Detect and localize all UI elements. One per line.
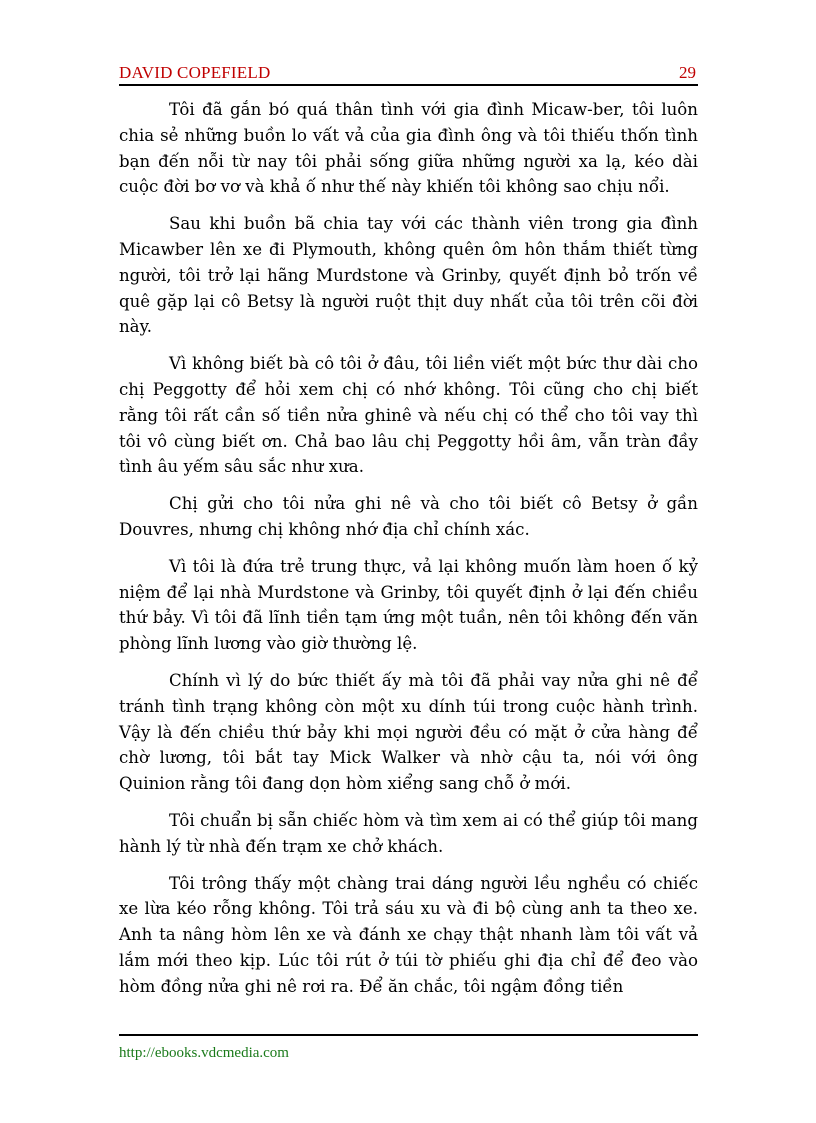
footer-link[interactable]: http://ebooks.vdcmedia.com [119,1045,289,1061]
running-header [119,62,698,86]
page-number: 29 [679,63,696,82]
paragraph: Vì tôi là đứa trẻ trung thực, vả lại không muốn làm hoen ố kỷ niệm để lại nhà Murdstone và Grinby, tôi quyết định ở lại đến chiều thứ bảy. Vì tôi đã lĩnh tiền tạm ứng một tuần, nên tôi không đến văn phòng lĩnh lương vào giờ thường lệ. [119,556,698,654]
paragraph: Tôi trông thấy một chàng trai dáng người lều nghều có chiếc xe lừa kéo rỗng không. Tôi trả sáu xu và đi bộ cùng anh ta theo xe. Anh ta nâng hòm lên xe và đánh xe chạy thật nhanh làm tôi vất vả lắm mới theo kịp. Lúc tôi rút ở túi tờ phiếu ghi địa chỉ để đeo vào hòm đồng nửa ghi nê rơi ra. Để ăn chắc, tôi ngậm đồng tiền [119,873,698,996]
paragraph: Vì không biết bà cô tôi ở đâu, tôi liền viết một bức thư dài cho chị Peggotty để hỏi xem chị có nhớ không. Tôi cũng cho chị biết rằng tôi rất cần số tiền nửa ghinê và nếu chị có thể cho tôi vay thì tôi vô cùng biết ơn. Chả bao lâu chị Peggotty hồi âm, vẫn tràn đầy tình âu yếm sâu sắc như xưa. [119,354,698,477]
book-title: DAVID COPEFIELD [119,63,271,82]
paragraph: Tôi chuẩn bị sẵn chiếc hòm và tìm xem ai có thể giúp tôi mang hành lý từ nhà đến trạm xe chở khách. [119,810,698,856]
paragraph: Chính vì lý do bức thiết ấy mà tôi đã phải vay nửa ghi nê để tránh tình trạng không còn một xu dính túi trong cuộc hành trình. Vậy là đến chiều thứ bảy khi mọi người đều có mặt ở cửa hàng để chờ lương, tôi bắt tay Mick Walker và nhờ cậu ta, nói với ông Quinion rằng tôi đang dọn hòm xiểng sang chỗ ở mới. [119,670,698,794]
paragraph: Chị gửi cho tôi nửa ghi nê và cho tôi biết cô Betsy ở gần Douvres, nhưng chị không nhớ địa chỉ chính xác. [119,494,698,539]
footer-divider [119,1034,698,1036]
body-text [119,97,698,1011]
paragraph: Sau khi buồn bã chia tay với các thành viên trong gia đình Micawber lên xe đi Plymouth, không quên ôm hôn thắm thiết từng người, tôi trở lại hãng Murdstone và Grinby, quyết định bỏ trốn về quê gặp lại cô Betsy là người ruột thịt duy nhất của tôi trên cõi đời này. [119,214,698,337]
book-page [119,0,698,1123]
paragraph: Tôi đã gắn bó quá thân tình với gia đình Micaw-ber, tôi luôn chia sẻ những buồn lo vất vả của gia đình ông và tôi thiếu thốn tình bạn đến nỗi từ nay tôi phải sống giữa những người xa lạ, kéo dài cuộc đời bơ vơ và khả ố như thế này khiến tôi không sao chịu nổi. [119,100,698,197]
